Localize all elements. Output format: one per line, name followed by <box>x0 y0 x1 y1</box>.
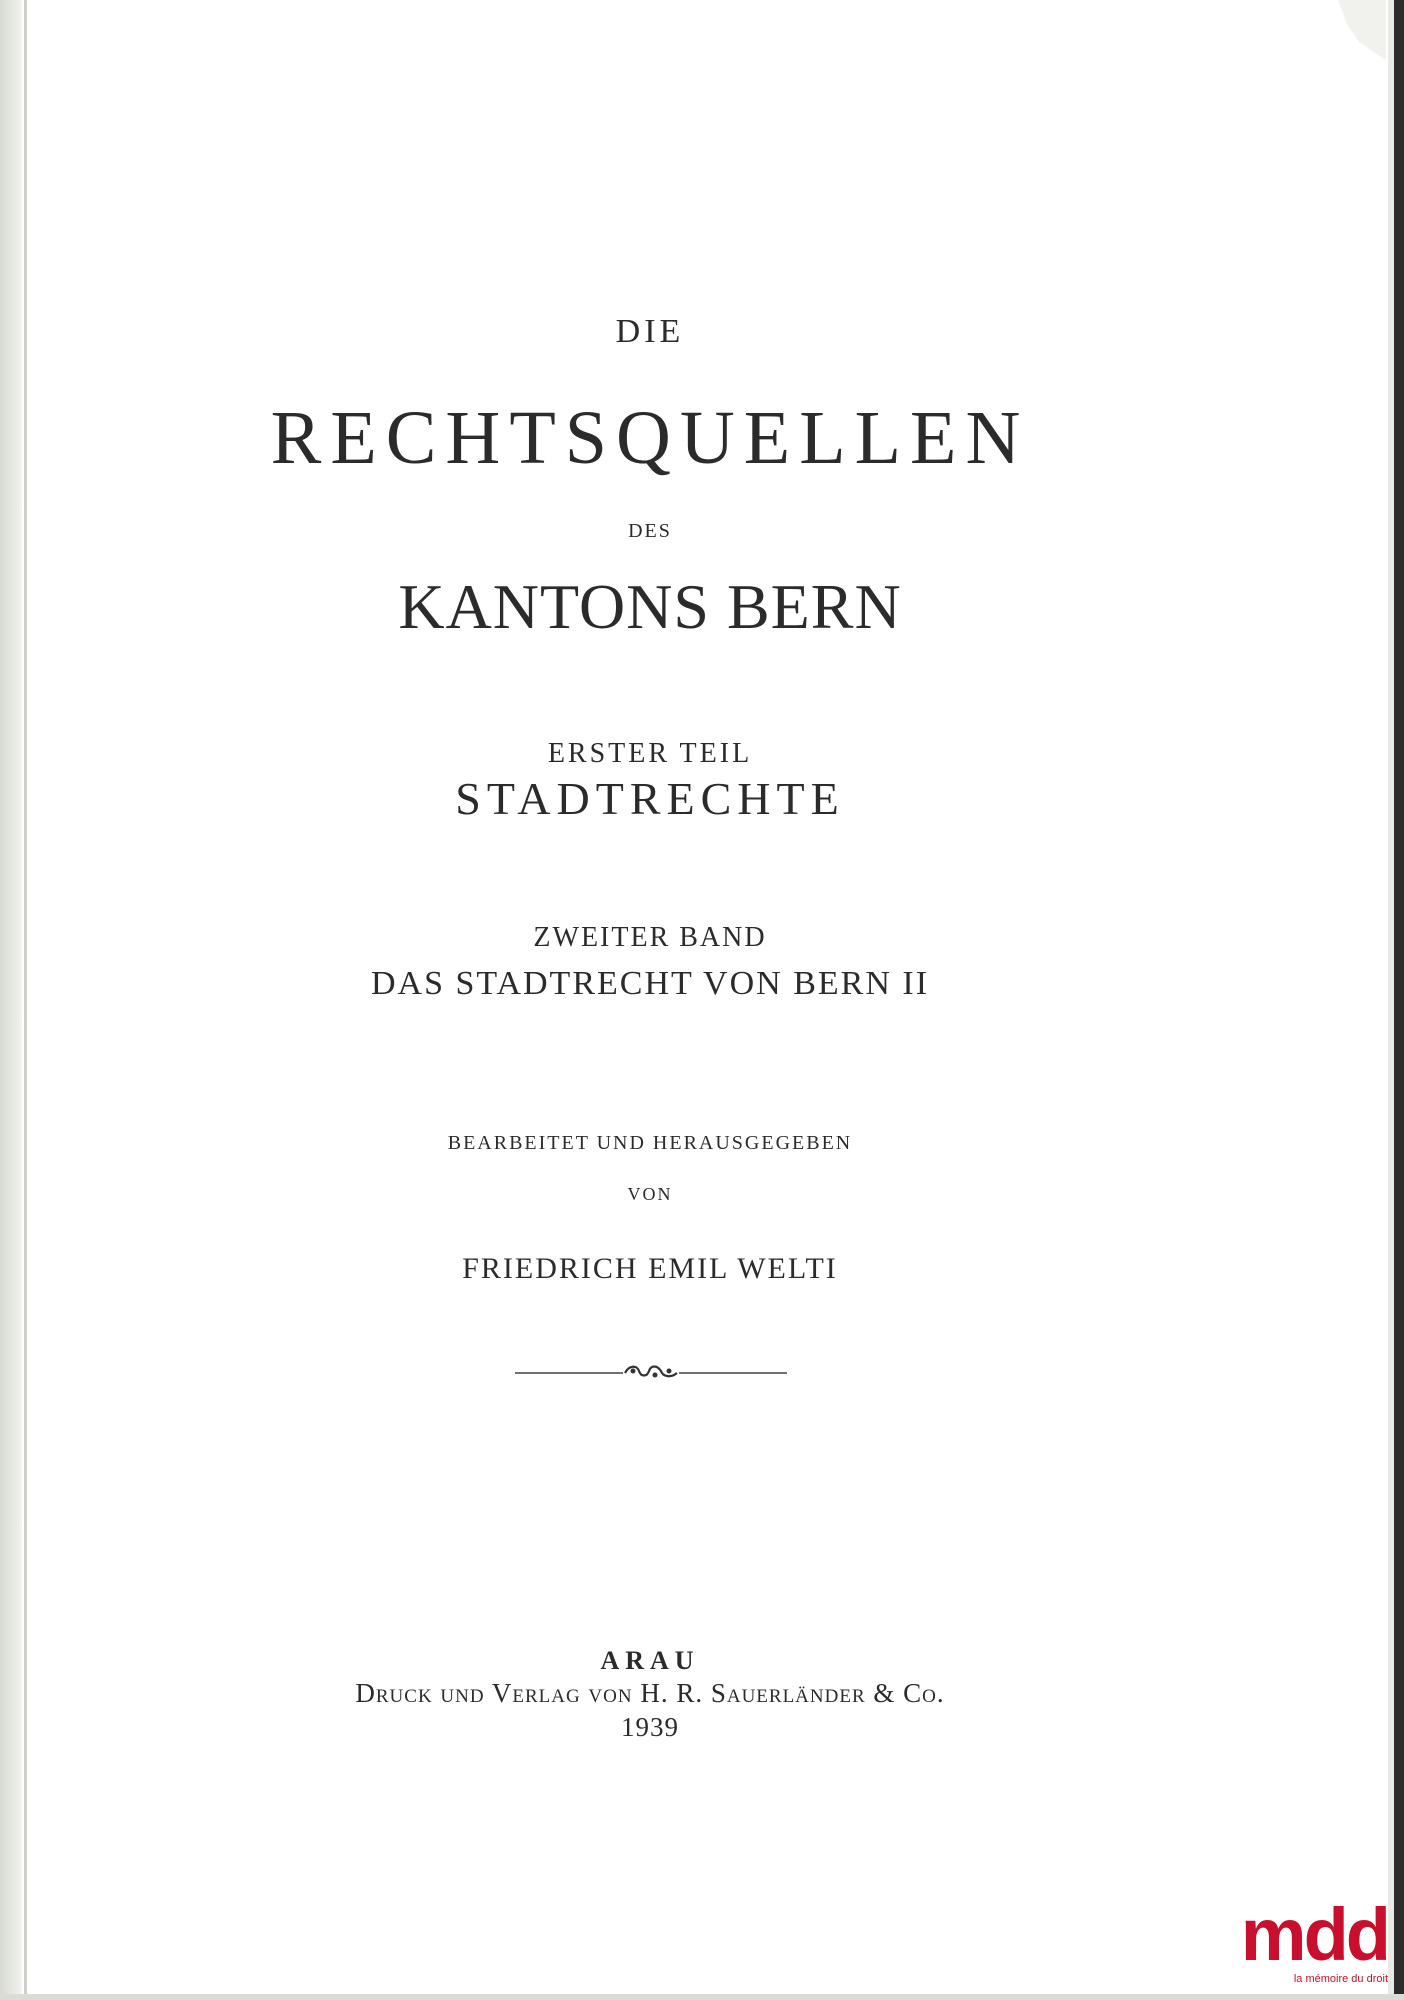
mdd-logo-mark: mdd <box>1240 1893 1388 1976</box>
volume-label: ZWEITER BAND <box>533 922 767 953</box>
corner-tear <box>1326 0 1386 60</box>
title-region: KANTONS BERN <box>398 571 902 642</box>
mdd-watermark-logo <box>1232 1893 1392 1994</box>
mdd-logo-tagline: la mémoire du droit <box>1293 1973 1388 1985</box>
edited-by-line: BEARBEITET UND HERAUSGEGEBEN <box>447 1132 853 1154</box>
by-line: VON <box>627 1184 673 1204</box>
title-article: DIE <box>615 313 685 350</box>
publisher-line: Druck und Verlag von H. R. Sauerländer & Co. <box>355 1678 945 1708</box>
part-label: ERSTER TEIL <box>547 738 753 769</box>
title-connector: DES <box>628 520 672 542</box>
publication-year: 1939 <box>621 1712 679 1742</box>
part-title: STADTRECHTE <box>455 773 845 824</box>
volume-title: DAS STADTRECHT VON BERN II <box>370 965 930 1002</box>
divider-ornament <box>515 1362 787 1384</box>
author-name: FRIEDRICH EMIL WELTI <box>462 1252 838 1285</box>
publication-place: ARAU <box>600 1646 700 1675</box>
main-title: RECHTSQUELLEN <box>270 396 1030 480</box>
scan-right-edge <box>1394 0 1404 2000</box>
scan-bottom-edge <box>0 1994 1404 2000</box>
